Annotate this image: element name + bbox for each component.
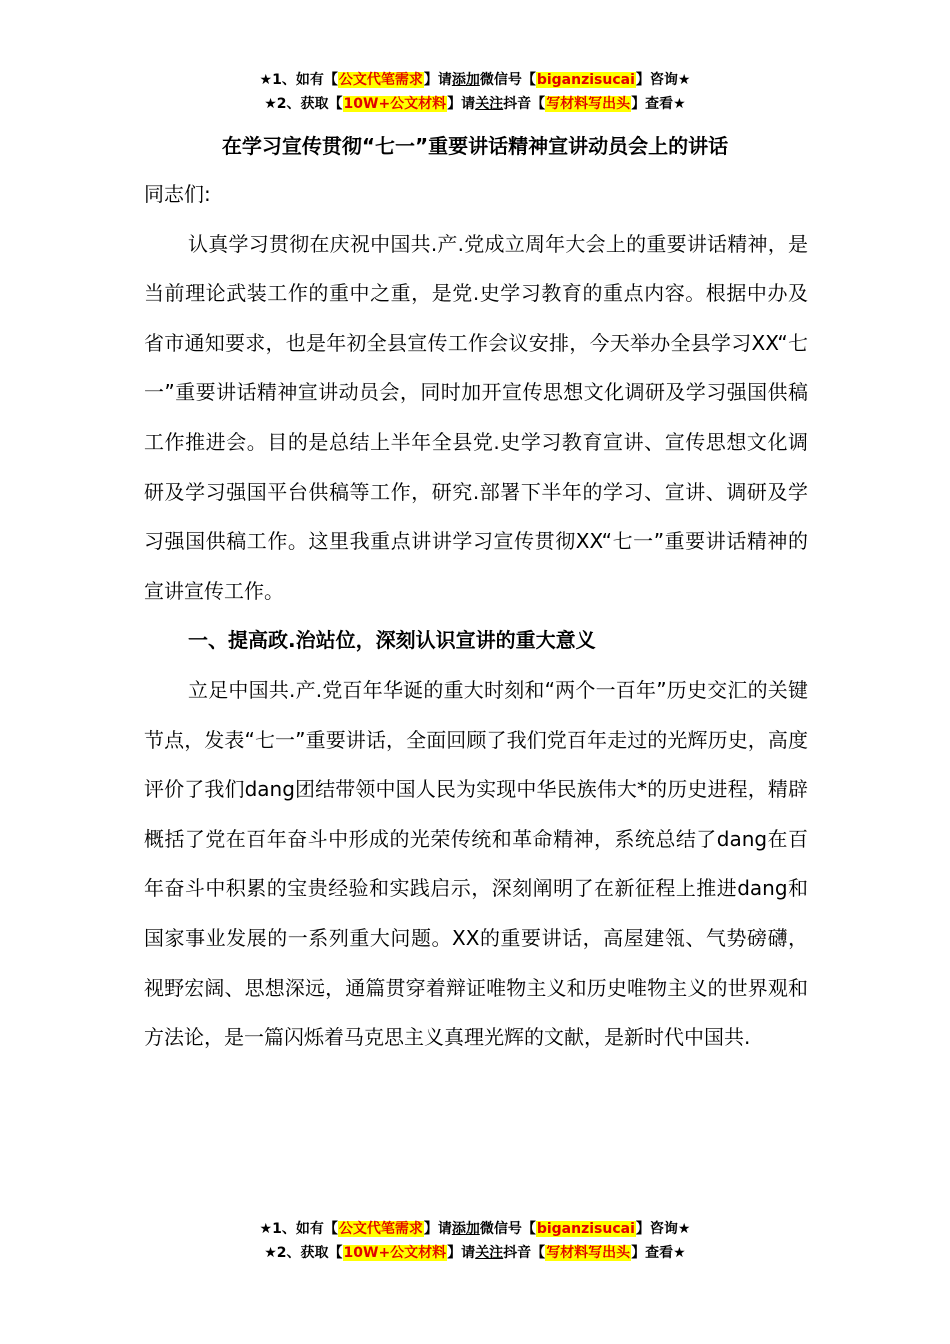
banner-text: 抖音【 — [503, 96, 546, 112]
banner-text: 微信号【 — [479, 72, 536, 88]
paragraph-2: 立足中国共.产.党百年华诞的重大时刻和“两个一百年”历史交汇的关键节点，发表“七一”重要讲话，全面回顾了我们党百年走过的光辉历史，高度评价了我们dang团结带领中国人民为实现中华民族伟大*的历史进程，精辟概括了党在百年奋斗中形成的光荣传统和革命精神，系统总结了dang在百年奋斗中积累的宝贵经验和实践启示，深刻阐明了在新征程上推进dang和国家事业发展的一系列重大问题。XX的重要讲话，高屋建瓴、气势磅礴，视野宏阔、思想深远，通篇贯穿着辩证唯物主义和历史唯物主义的世界观和方法论，是一篇闪烁着马克思主义真理光辉的文献，是新时代中国共. — [144, 677, 808, 1050]
banner-text: 抖音【 — [503, 1245, 546, 1261]
footer-banner — [0, 1217, 950, 1265]
banner-text: 】咨询★ — [635, 1221, 691, 1237]
paragraph-1: 认真学习贯彻在庆祝中国共.产.党成立周年大会上的重要讲话精神，是当前理论武装工作的重中之重，是党.史学习教育的重点内容。根据中办及省市通知要求，也是年初全县宣传工作会议安排，今天举办全县学习XX“七一”重要讲话精神宣讲动员会，同时加开宣传思想文化调研及学习强国供稿工作推进会。目的是总结上半年全县党.史学习教育宣讲、宣传思想文化调研及学习强国平台供稿等工作，研究.部署下半年的学习、宣讲、调研及学习强国供稿工作。这里我重点讲讲学习宣传贯彻XX“七一”重要讲话精神的宣讲宣传工作。 — [144, 231, 808, 603]
banner-text: ★1、如有【 — [259, 1221, 338, 1237]
highlight-wechat-id: biganzisucai — [536, 72, 635, 88]
section-heading-1: 一、提高政.治站位，深刻认识宣讲的重大意义 — [188, 628, 596, 653]
highlight-service: 公文代笔需求 — [338, 1221, 423, 1237]
highlight-materials: 10W+公文材料 — [343, 1245, 447, 1261]
highlight-douyin-id: 写材料写出头 — [546, 1245, 631, 1261]
banner-text: ★1、如有【 — [259, 72, 338, 88]
highlight-douyin-id: 写材料写出头 — [546, 96, 631, 112]
banner-text: 】查看★ — [631, 1245, 686, 1261]
banner-text: 】请 — [423, 72, 452, 88]
banner-underline-text: 关注 — [475, 96, 504, 112]
banner-underline-text: 添加 — [451, 72, 480, 88]
banner-text: 】请 — [423, 1221, 452, 1237]
banner-line-2 — [0, 92, 950, 116]
document-title: 在学习宣传贯彻“七一”重要讲话精神宣讲动员会上的讲话 — [221, 134, 729, 158]
banner-text: 】咨询★ — [635, 72, 691, 88]
banner-line-1 — [0, 68, 950, 92]
banner-text: 微信号【 — [479, 1221, 536, 1237]
banner-underline-text: 添加 — [451, 1221, 480, 1237]
banner-text: 】请 — [447, 1245, 476, 1261]
banner-text: ★2、获取【 — [264, 1245, 343, 1261]
banner-line-2 — [0, 1241, 950, 1265]
banner-line-1 — [0, 1217, 950, 1241]
highlight-materials: 10W+公文材料 — [343, 96, 447, 112]
banner-text: 】查看★ — [631, 96, 686, 112]
highlight-wechat-id: biganzisucai — [536, 1221, 635, 1237]
banner-underline-text: 关注 — [475, 1245, 504, 1261]
document-body — [144, 170, 808, 1063]
banner-text: 】请 — [447, 96, 476, 112]
banner-text: ★2、获取【 — [264, 96, 343, 112]
salutation: 同志们: — [144, 182, 211, 206]
header-banner — [0, 68, 950, 116]
highlight-service: 公文代笔需求 — [338, 72, 423, 88]
